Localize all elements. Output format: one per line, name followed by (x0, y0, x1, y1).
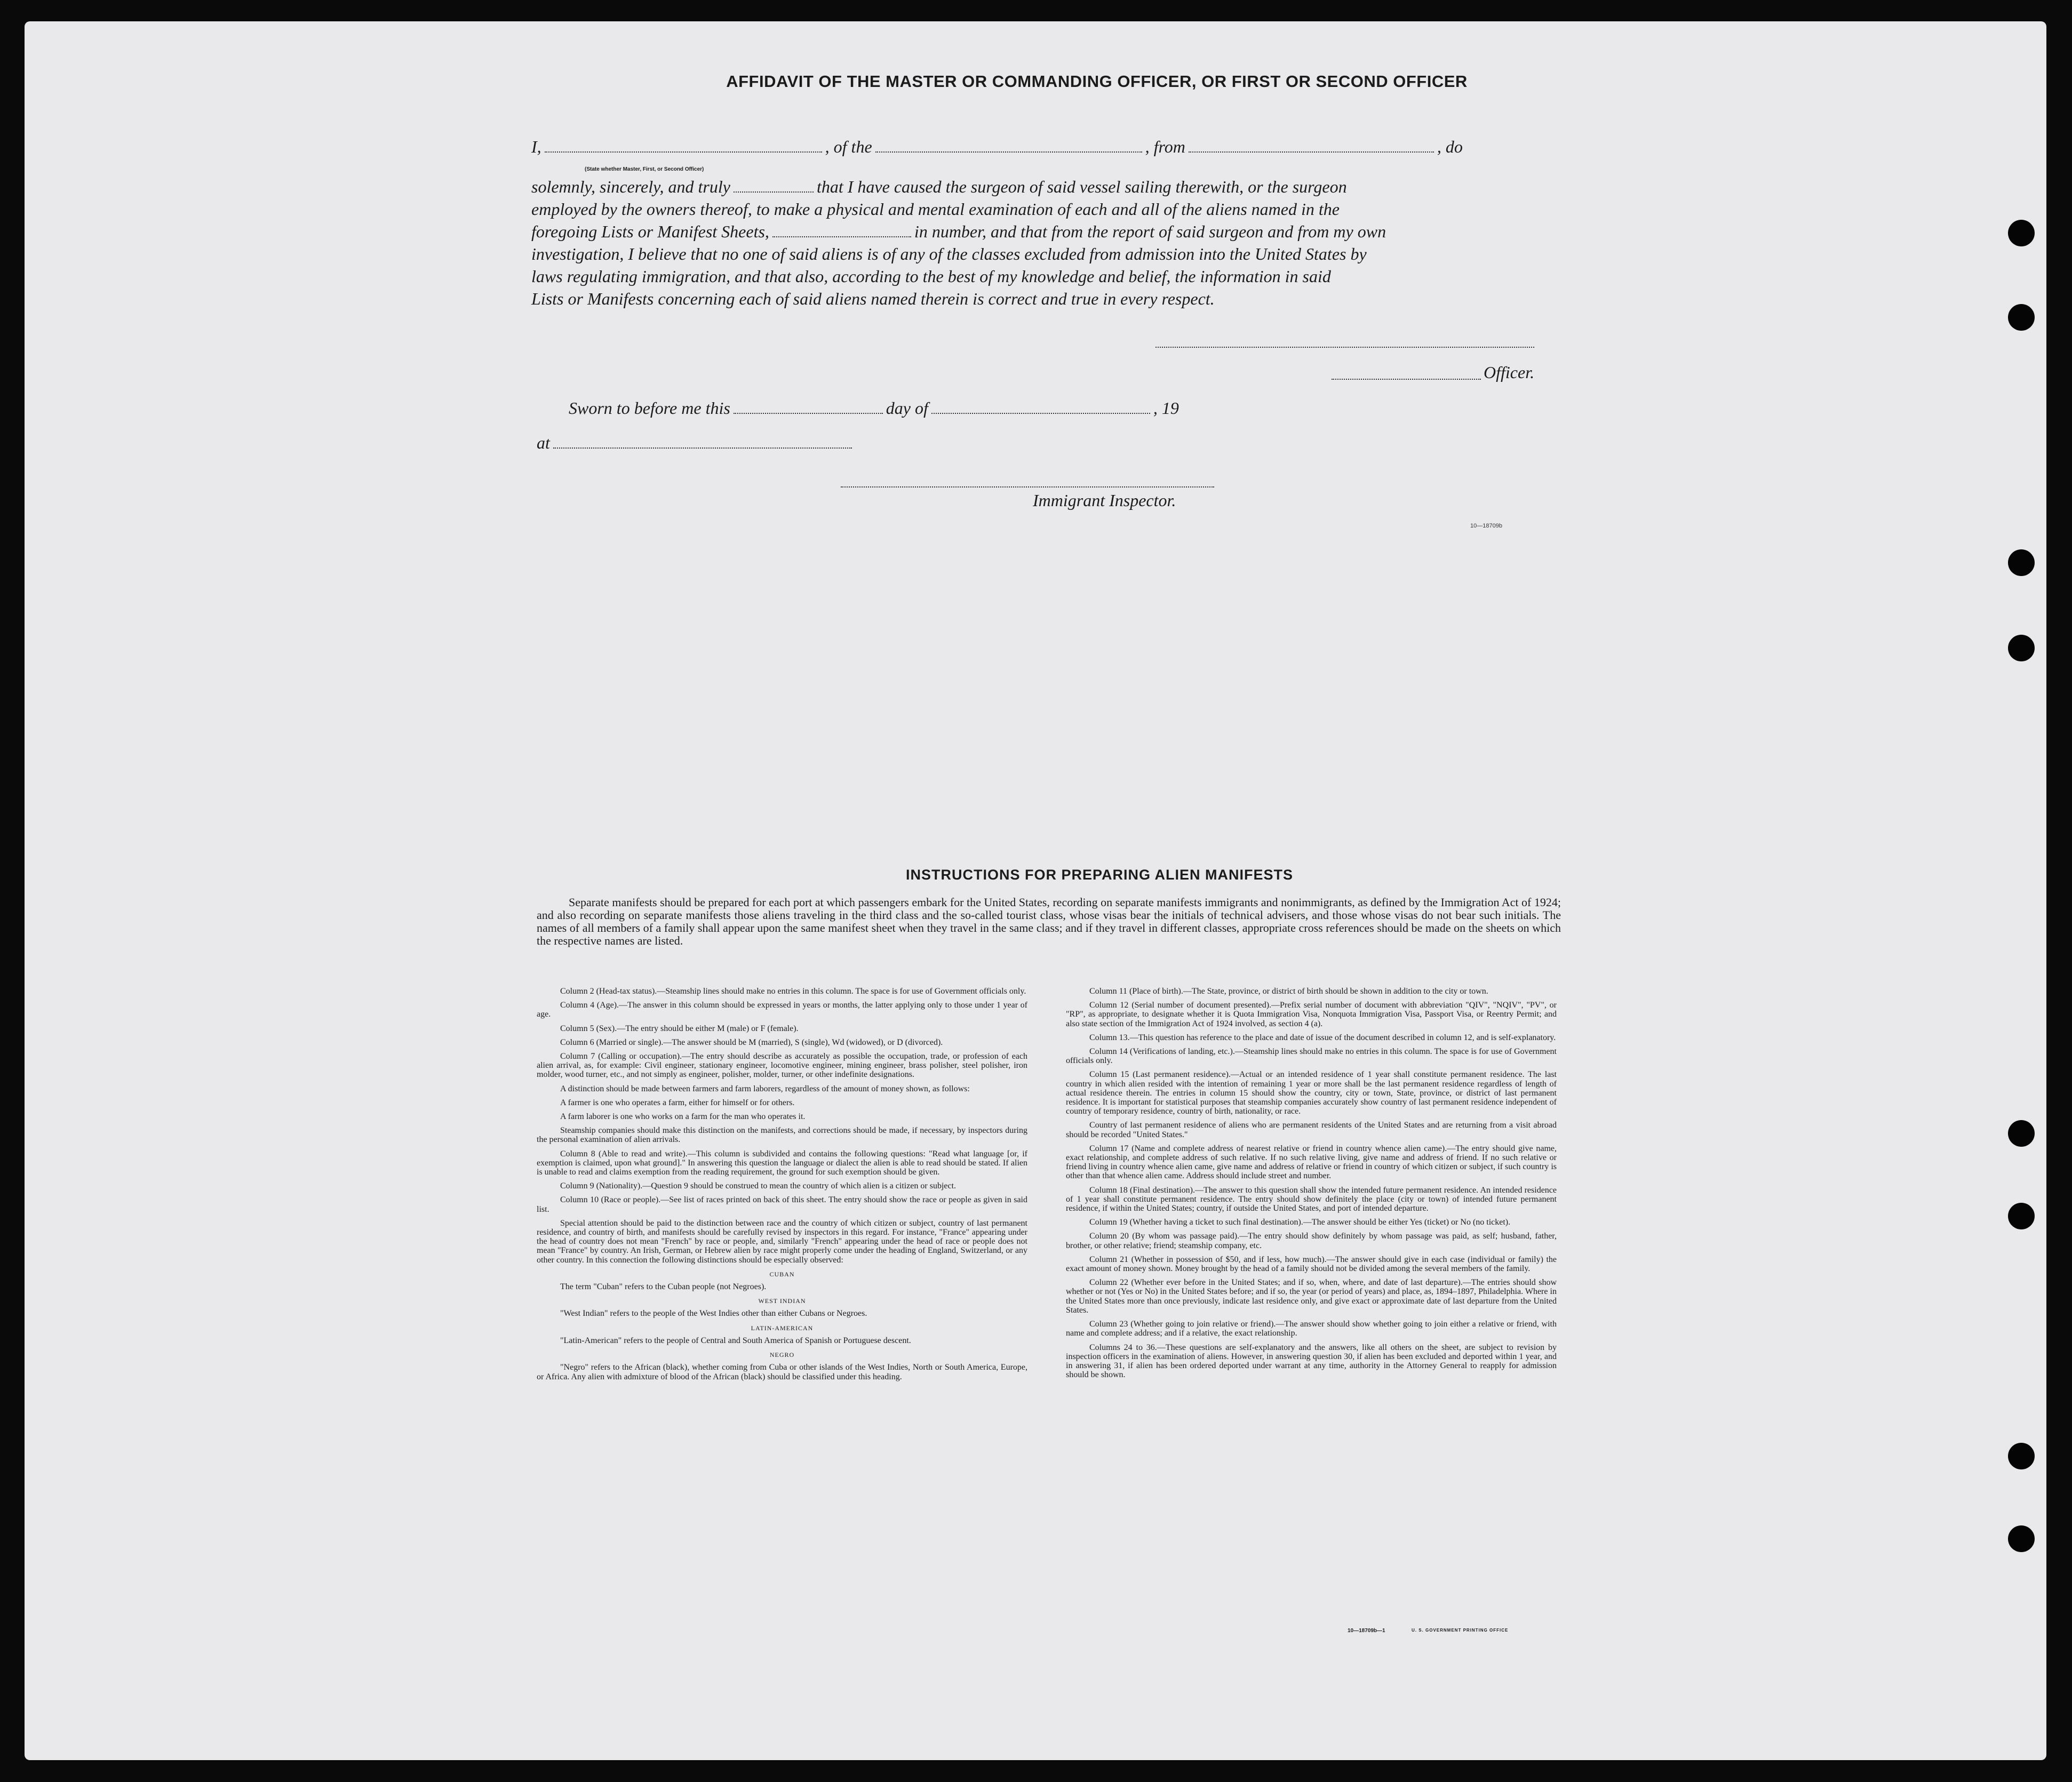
affidavit-line-2 (531, 176, 1577, 197)
binder-hole (2008, 1120, 2035, 1147)
affidavit-line-4 (531, 221, 1577, 242)
affidavit-text: , from (1145, 137, 1185, 156)
column-18-instruction: Column 18 (Final destination).—The answer to this question shall show the intended future permanent residence. An intended residence of 1 year shall constitute permanent residence. The entry should show definitely the place (city or town) of intended future permanent residence, if within the United States; country, if outside the United States, and port of intended departure. (1066, 1185, 1557, 1213)
affidavit-text: I, (531, 137, 541, 156)
heading-negro: NEGRO (769, 1351, 795, 1359)
inspector-signature-line[interactable] (841, 486, 1214, 488)
binder-hole (2008, 549, 2035, 576)
officer-rank-note: (State whether Master, First, or Second Officer) (585, 166, 704, 172)
at-line (537, 432, 1582, 453)
column-12-instruction: Column 12 (Serial number of document presented).—Prefix serial number of document with abbreviation "QIV", "NQIV", "PV", or "RP", as appropriate, to designate whether it is Quota Immigration Visa, Nonquota Immigration Visa, Passport Visa, or Reentry Permit; and also state section of the Immigration Act of 1924 involved, as section 4 (a). (1066, 1001, 1557, 1028)
column-17-instruction: Column 17 (Name and complete address of nearest relative or friend in country whence alien came).—The entry should give name, exact relationship, and complete address of such relative. If no such relative living, give name and address of friend. If no such relative or friend living in country whence alien came, give name and address of relative or friend in country of which citizen or subject, if such country is other than that whence alien came. Address should include street and number. (1066, 1144, 1557, 1181)
affidavit-text: in number, and that from the report of said surgeon and from my own (914, 222, 1386, 241)
column-20-instruction: Column 20 (By whom was passage paid).—The entry should show definitely by whom passage was paid, as self; husband, father, brother, or other relative; friend; steamship company, etc. (1066, 1232, 1557, 1250)
affidavit-text: that I have caused the surgeon of said vessel sailing therewith, or the surgeon (816, 177, 1347, 196)
form-number: 10—18709b (1470, 523, 1502, 529)
column-21-instruction: Column 21 (Whether in possession of $50, and if less, how much).—The answer should give in each case (individual or family) the exact amount of money shown. Money brought by the head of a family should not be divided among the several members of the family. (1066, 1254, 1557, 1274)
sworn-day-field[interactable] (734, 399, 883, 414)
cuban-definition: The term "Cuban" refers to the Cuban people (not Negroes). (560, 1282, 767, 1292)
declaration-field[interactable] (734, 178, 814, 193)
latin-american-definition: "Latin-American" refers to the people of Central and South America of Spanish or Portuguese descent. (560, 1336, 911, 1345)
officer-rank-field[interactable] (545, 138, 822, 153)
instructions-right-column (1066, 987, 1557, 1384)
affidavit-line-1 (531, 136, 1577, 157)
column-19-instruction: Column 19 (Whether having a ticket to such final destination).—The answer should be either Yes (ticket) or No (no ticket). (1089, 1218, 1511, 1227)
affidavit-text: solemnly, sincerely, and truly (531, 177, 730, 196)
affidavit-line-5: investigation, I believe that no one of said aliens is of any of the classes excluded from admission into the United States by (531, 244, 1367, 263)
country-residence-note: Country of last permanent residence of aliens who are permanent residents of the United States and are returning from a visit abroad should be recorded "United States." (1066, 1121, 1557, 1139)
race-special-attention: Special attention should be paid to the distinction between race and the country of which citizen or subject, country of last permanent residence, and country of birth, and manifests should be carefully revised by inspectors in this regard. For instance, "France" appearing under the head of country does not mean "French" by race or people, and, similarly "French" appearing under the head of race or people does not mean "France" by country. An Irish, German, or Hebrew alien by race might properly come under the heading of England, Switzerland, or any other country. In this connection the following distinctions should be especially observed: (537, 1218, 1027, 1265)
column-11-instruction: Column 11 (Place of birth).—The State, province, or district of birth should be shown in addition to the city or town. (1089, 987, 1488, 996)
column-14-instruction: Column 14 (Verifications of landing, etc.).—Steamship lines should make no entries in this column. The space is for use of Government officials only. (1066, 1047, 1557, 1066)
column-10-instruction: Column 10 (Race or people).—See list of races printed on back of this sheet. The entry should show the race or people as given in said list. (537, 1195, 1027, 1214)
steamship-note: Steamship companies should make this distinction on the manifests, and corrections should be made, if necessary, by inspectors during the personal examination of alien arrivals. (537, 1126, 1027, 1145)
port-from-field[interactable] (1189, 138, 1434, 153)
footer-printing-office: U. S. GOVERNMENT PRINTING OFFICE (1412, 1628, 1509, 1633)
binder-hole (2008, 220, 2035, 246)
column-2-instruction: Column 2 (Head-tax status).—Steamship lines should make no entries in this column. The space is for use of Government officials only. (560, 987, 1026, 996)
instructions-title: INSTRUCTIONS FOR PREPARING ALIEN MANIFESTS (905, 867, 1294, 883)
affidavit-text: day of (886, 398, 928, 418)
officer-title-line[interactable] (1332, 379, 1481, 380)
sworn-line (569, 397, 1614, 419)
heading-latin-american: LATIN-AMERICAN (751, 1324, 814, 1332)
binder-hole (2008, 304, 2035, 331)
column-4-instruction: Column 4 (Age).—The answer in this column should be expressed in years or months, the latter applying only to those under 1 year of age. (537, 1001, 1027, 1019)
affidavit-text: , do (1437, 137, 1463, 156)
officer-signature-line[interactable] (1155, 347, 1534, 348)
affidavit-line-7: Lists or Manifests concerning each of said aliens named therein is correct and true in every respect. (531, 289, 1215, 308)
affidavit-text: foregoing Lists or Manifest Sheets, (531, 222, 769, 241)
binder-hole (2008, 1203, 2035, 1229)
columns-24-36-instruction: Columns 24 to 36.—These questions are self-explanatory and the answers, like all others on the sheet, are subject to revision by inspection officers in the examination of aliens. However, in answering question 30, if alien has been excluded and deported within 1 year, and in answering 31, if alien has been ordered deported under warrant at any time, authority in the Attorney General to reapply for admission should be shown. (1066, 1343, 1557, 1380)
column-8-instruction: Column 8 (Able to read and write).—This column is subdivided and contains the following questions: "Read what language [or, if exemption is claimed, upon what ground]." In answering this question the language or dialect the alien is able to read should be stated. If alien is unable to read and claims exemption from the reading requirement, the ground for such exemption should be given. (537, 1149, 1027, 1177)
form-page (25, 21, 2046, 1760)
binder-hole (2008, 1443, 2035, 1469)
column-5-instruction: Column 5 (Sex).—The entry should be either M (male) or F (female). (560, 1024, 799, 1033)
negro-definition: "Negro" refers to the African (black), whether coming from Cuba or other islands of the West Indies, North or South America, Europe, or Africa. Any alien with admixture of blood of the African (black) should be classified under this heading. (537, 1363, 1027, 1381)
column-13-instruction: Column 13.—This question has reference to the place and date of issue of the document described in column 12, and is self-explanatory. (1089, 1033, 1556, 1042)
column-23-instruction: Column 23 (Whether going to join relative or friend).—The answer should show whether going to join either a relative or friend, with name and complete address; and if a relative, the exact relationship. (1066, 1320, 1557, 1338)
column-6-instruction: Column 6 (Married or single).—The answer should be M (married), S (single), Wd (widowed), or D (divorced). (560, 1037, 943, 1047)
affidavit-text: , 19 (1153, 398, 1179, 418)
instructions-intro: Separate manifests should be prepared for each port at which passengers embark for the United States, recording on separate manifests immigrants and nonimmigrants, as defined by the Immigration Act of 1924; and also recording on separate manifests those aliens traveling in the third class and the so-called tourist class, whose visas bear the initials of technical advisers, and those whose visas do not bear such initials. The names of all members of a family shall appear upon the same manifest sheet when they travel in the same class; and if they travel in different classes, appropriate cross references should be made on the sheets on which the respective names are listed. (537, 896, 1561, 947)
farm-laborer-definition: A farm laborer is one who works on a farm for the man who operates it. (560, 1112, 806, 1122)
binder-hole (2008, 635, 2035, 661)
affidavit-text: at (537, 433, 550, 452)
column-15-instruction: Column 15 (Last permanent residence).—Actual or an intended residence of 1 year shall constitute permanent residence. The last country in which alien resided with the intention of remaining 1 year or more shall be the last permanent residence regardless of length of actual residence therein. The entries in column 15 should show the country, city or town, State, province, or district of last permanent residence. It is important for statistical purposes that steamship companies accurately show country of last permanent residence independent of country of temporary residence, country of birth, nationality, or race. (1066, 1070, 1557, 1116)
officer-label: Officer. (1484, 363, 1535, 382)
heading-cuban: CUBAN (769, 1270, 795, 1278)
affidavit-line-6: laws regulating immigration, and that also, according to the best of my knowledge and belief, the information in said (531, 267, 1331, 286)
footer-form-number: 10—18709b—1 (1348, 1628, 1385, 1634)
vessel-name-field[interactable] (875, 138, 1142, 153)
affidavit-line-3: employed by the owners thereof, to make a physical and mental examination of each and all of the aliens named in the (531, 199, 1340, 219)
binder-hole (2008, 1525, 2035, 1552)
sworn-place-field[interactable] (553, 434, 852, 449)
farmer-definition: A farmer is one who operates a farm, either for himself or for others. (560, 1098, 795, 1107)
affidavit-text: , of the (825, 137, 872, 156)
inspector-label: Immigrant Inspector. (1033, 491, 1176, 510)
sworn-month-field[interactable] (931, 399, 1150, 414)
instructions-left-column (537, 987, 1027, 1386)
heading-west-indian: WEST INDIAN (758, 1297, 806, 1305)
column-9-instruction: Column 9 (Nationality).—Question 9 should be construed to mean the country of which alien is a citizen or subject. (560, 1181, 957, 1191)
affidavit-title: AFFIDAVIT OF THE MASTER OR COMMANDING OFFICER, OR FIRST OR SECOND OFFICER (726, 72, 1468, 91)
affidavit-text: Sworn to before me this (569, 398, 730, 418)
farmer-distinction: A distinction should be made between farmers and farm laborers, regardless of the amount of money shown, as follows: (560, 1084, 970, 1093)
column-22-instruction: Column 22 (Whether ever before in the United States; and if so, when, where, and date of last departure).—The entries should show whether or not (Yes or No) in the United States before; and if so, the year (or period of years) and place, as, 1894–1897, Philadelphia. Where in the United States more than once previously, indicate last residence only, and give exact or approximate date of last departure from the United States. (1066, 1278, 1557, 1315)
number-of-aliens-field[interactable] (772, 222, 911, 237)
column-7-instruction: Column 7 (Calling or occupation).—The entry should describe as accurately as possible the occupation, trade, or profession of each alien arrival, as, for example: Civil engineer, stationary engineer, locomotive engineer, mining engineer, brass polisher, steel polisher, iron molder, wood turner, etc., and not simply as engineer, polisher, molder, turner, or other indefinite designations. (537, 1052, 1027, 1080)
west-indian-definition: "West Indian" refers to the people of the West Indies other than either Cubans or Negroes. (560, 1309, 867, 1318)
